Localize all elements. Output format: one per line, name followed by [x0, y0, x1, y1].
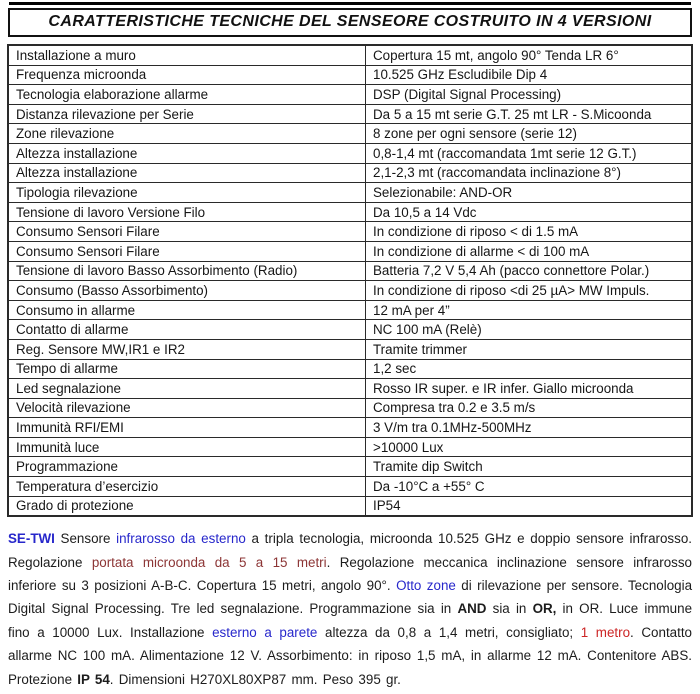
page-title: CARATTERISTICHE TECNICHE DEL SENSEORE COSTRUITO IN 4 VERSIONI [48, 13, 652, 30]
spec-label: Altezza installazione [8, 163, 366, 183]
spec-value: In condizione di riposo <di 25 µA> MW Impuls. [366, 281, 693, 301]
spec-row [8, 320, 692, 340]
spec-row [8, 379, 692, 399]
spec-row [8, 477, 692, 497]
desc-segment-blue: infrarosso da esterno [116, 531, 246, 547]
desc-segment-normal: Sensore [54, 531, 117, 547]
spec-label: Temperatura d’esercizio [8, 477, 366, 497]
spec-value: 8 zone per ogni sensore (serie 12) [366, 124, 693, 144]
spec-label: Programmazione [8, 457, 366, 477]
spec-value: In condizione di riposo < di 1.5 mA [366, 222, 693, 242]
spec-value: 0,8-1,4 mt (raccomandata 1mt serie 12 G.T.) [366, 143, 693, 163]
spec-value: IP54 [366, 496, 693, 516]
spec-row [8, 457, 692, 477]
spec-value: 2,1-2,3 mt (raccomandata inclinazione 8°) [366, 163, 693, 183]
spec-value: Copertura 15 mt, angolo 90° Tenda LR 6° [366, 45, 693, 65]
spec-row [8, 241, 692, 261]
title-banner [8, 8, 692, 37]
spec-row [8, 45, 692, 65]
desc-segment-normal: . Contatto allarme NC 100 mA. Alimentazione 12 V. Assorbimento: in riposo 1,5 mA, in allarme 12 mA. Contenitore ABS. Protezione [8, 624, 692, 687]
desc-segment-blue: esterno a parete [212, 624, 318, 640]
spec-label: Immunità luce [8, 437, 366, 457]
desc-segment-normal: . Dimensioni H270XL80XP87 mm. Peso 395 gr. [109, 671, 401, 687]
spec-label: Led segnalazione [8, 379, 366, 399]
spec-label: Tensione di lavoro Basso Assorbimento (Radio) [8, 261, 366, 281]
spec-row [8, 163, 692, 183]
spec-value: Da 10,5 a 14 Vdc [366, 202, 693, 222]
spec-row [8, 124, 692, 144]
spec-value: Selezionabile: AND-OR [366, 183, 693, 203]
spec-row [8, 437, 692, 457]
desc-segment-brand: SE-TWI [8, 531, 55, 547]
spec-label: Velocità rilevazione [8, 398, 366, 418]
spec-row [8, 496, 692, 516]
spec-label: Installazione a muro [8, 45, 366, 65]
spec-value: Compresa tra 0.2 e 3.5 m/s [366, 398, 693, 418]
spec-row [8, 85, 692, 105]
desc-segment-red: 1 metro [580, 624, 631, 640]
spec-label: Tecnologia elaborazione allarme [8, 85, 366, 105]
spec-row [8, 261, 692, 281]
spec-value: Batteria 7,2 V 5,4 Ah (pacco connettore Polar.) [366, 261, 693, 281]
spec-label: Consumo Sensori Filare [8, 222, 366, 242]
spec-value: Rosso IR super. e IR infer. Giallo microonda [366, 379, 693, 399]
description-paragraph [8, 527, 692, 691]
spec-label: Consumo in allarme [8, 300, 366, 320]
desc-segment-normal: altezza da 0,8 a 1,4 metri, consigliato; [317, 624, 581, 640]
spec-row [8, 202, 692, 222]
spec-table [7, 44, 693, 517]
desc-segment-normal: . Regolazione meccanica inclinazione sensore infrarosso inferiore su 3 posizioni A-B-C. Copertura 15 metri, angolo 90°. [8, 554, 692, 594]
spec-label: Distanza rilevazione per Serie [8, 104, 366, 124]
desc-segment-bold: OR, [532, 601, 557, 617]
spec-value: Tramite dip Switch [366, 457, 693, 477]
spec-value: Da -10°C a +55° C [366, 477, 693, 497]
spec-value: 12 mA per 4” [366, 300, 693, 320]
spec-label: Frequenza microonda [8, 65, 366, 85]
spec-row [8, 143, 692, 163]
spec-row [8, 359, 692, 379]
spec-row [8, 418, 692, 438]
spec-label: Immunità RFI/EMI [8, 418, 366, 438]
desc-segment-maroon: portata microonda da 5 a 15 metri [91, 554, 327, 570]
spec-row [8, 300, 692, 320]
spec-value: NC 100 mA (Relè) [366, 320, 693, 340]
desc-segment-bold: IP 54 [77, 671, 110, 687]
spec-value: 3 V/m tra 0.1MHz-500MHz [366, 418, 693, 438]
spec-value: >10000 Lux [366, 437, 693, 457]
spec-label: Altezza installazione [8, 143, 366, 163]
spec-value: 10.525 GHz Escludibile Dip 4 [366, 65, 693, 85]
top-divider-rule [9, 2, 691, 5]
spec-row [8, 398, 692, 418]
spec-value: In condizione di allarme < di 100 mA [366, 241, 693, 261]
spec-row [8, 339, 692, 359]
spec-label: Contatto di allarme [8, 320, 366, 340]
spec-label: Tempo di allarme [8, 359, 366, 379]
desc-segment-blue: Otto zone [396, 578, 456, 594]
desc-segment-normal: di rilevazione per sensore. Tecnologia Digital Signal Processing. Tre led segnalazione. Programmazione sia in [8, 578, 693, 617]
spec-label: Tipologia rilevazione [8, 183, 366, 203]
spec-value: 1,2 sec [366, 359, 693, 379]
spec-row [8, 104, 692, 124]
desc-segment-normal: in OR. Luce immune fino a 10000 Lux. Installazione [8, 601, 693, 640]
spec-table-body [8, 45, 692, 516]
spec-label: Zone rilevazione [8, 124, 366, 144]
spec-label: Grado di protezione [8, 496, 366, 516]
spec-row [8, 183, 692, 203]
spec-value: DSP (Digital Signal Processing) [366, 85, 693, 105]
desc-segment-normal: sia in [486, 601, 533, 617]
desc-segment-normal: a tripla tecnologia, microonda 10.525 GHz e doppio sensore infrarosso. Regolazione [8, 531, 692, 570]
spec-value: Da 5 a 15 mt serie G.T. 25 mt LR - S.Micoonda [366, 104, 693, 124]
spec-row [8, 281, 692, 301]
spec-label: Consumo Sensori Filare [8, 241, 366, 261]
spec-label: Reg. Sensore MW,IR1 e IR2 [8, 339, 366, 359]
spec-value: Tramite trimmer [366, 339, 693, 359]
desc-segment-bold: AND [457, 601, 487, 617]
spec-label: Consumo (Basso Assorbimento) [8, 281, 366, 301]
spec-label: Tensione di lavoro Versione Filo [8, 202, 366, 222]
spec-row [8, 222, 692, 242]
spec-row [8, 65, 692, 85]
